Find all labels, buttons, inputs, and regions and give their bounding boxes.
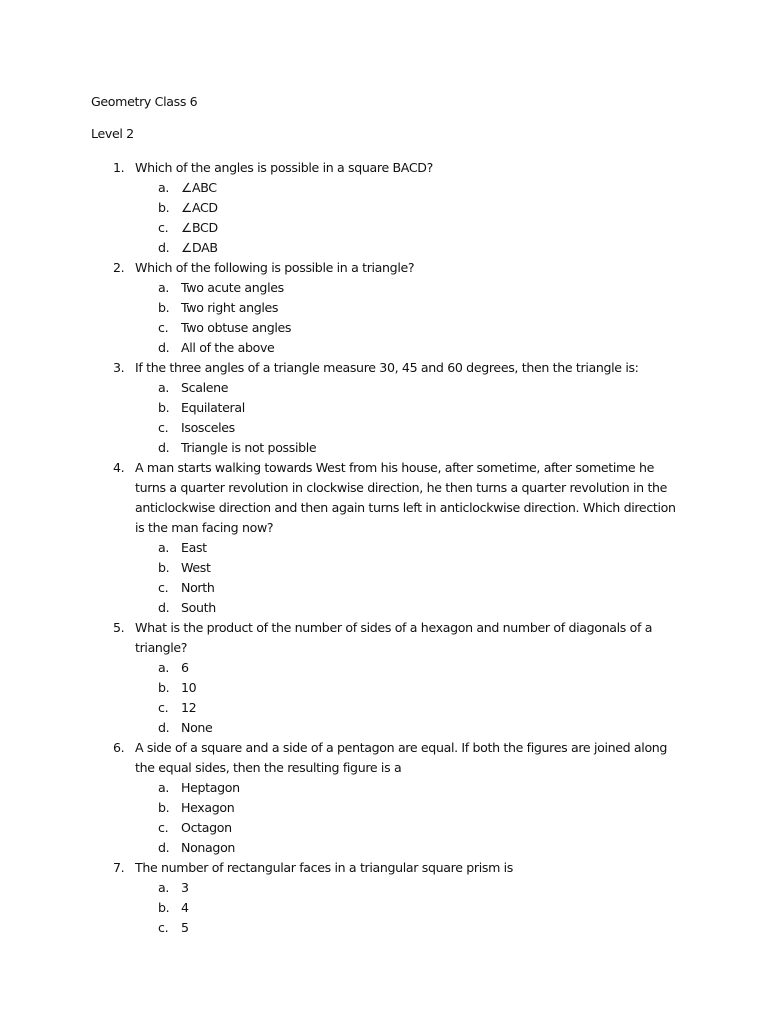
answer-options [0,658,768,738]
option-text: ∠ACD [181,200,218,215]
option-letter: b. [158,300,170,315]
question-text: Which of the following is possible in a triangle? [135,260,415,275]
question-text: If the three angles of a triangle measure 30, 45 and 60 degrees, then the triangle is: [135,360,639,375]
level-heading: Level 2 [91,126,134,141]
answer-option [0,678,768,698]
option-text: ∠BCD [181,220,218,235]
answer-option [0,558,768,578]
option-text: Hexagon [181,800,235,815]
option-letter: c. [158,320,169,335]
option-letter: d. [158,720,170,735]
option-letter: c. [158,820,169,835]
option-text: East [181,540,207,555]
answer-option [0,878,768,898]
option-text: 10 [181,680,197,695]
option-letter: b. [158,900,170,915]
question-item [0,358,768,458]
answer-option [0,298,768,318]
option-text: Heptagon [181,780,240,795]
answer-option [0,338,768,358]
question-item [0,858,768,938]
option-letter: c. [158,920,169,935]
option-text: West [181,560,211,575]
option-text: 4 [181,900,189,915]
question-list [0,158,768,938]
option-letter: a. [158,780,170,795]
option-letter: b. [158,200,170,215]
answer-options [0,778,768,858]
question-number: 2. [113,260,125,275]
option-text: None [181,720,213,735]
option-text: All of the above [181,340,275,355]
answer-option [0,218,768,238]
option-text: North [181,580,215,595]
question-text: What is the product of the number of sides of a hexagon and number of diagonals of a triangle? [135,620,653,655]
question-number: 3. [113,360,125,375]
question-item [0,738,768,858]
question-number: 1. [113,160,125,175]
question-item [0,258,768,358]
option-letter: d. [158,840,170,855]
option-text: Two right angles [181,300,279,315]
option-text: 6 [181,660,189,675]
answer-option [0,438,768,458]
option-letter: b. [158,560,170,575]
option-text: 12 [181,700,197,715]
option-text: Scalene [181,380,229,395]
option-text: Two obtuse angles [181,320,292,335]
question-number: 7. [113,860,125,875]
answer-option [0,198,768,218]
document-title: Geometry Class 6 [91,94,198,109]
option-letter: a. [158,880,170,895]
option-text: ∠DAB [181,240,218,255]
option-text: Isosceles [181,420,235,435]
option-letter: a. [158,660,170,675]
question-item [0,458,768,618]
answer-option [0,578,768,598]
option-letter: d. [158,600,170,615]
option-text: Octagon [181,820,232,835]
answer-option [0,698,768,718]
option-letter: c. [158,420,169,435]
answer-option [0,278,768,298]
option-letter: a. [158,540,170,555]
option-text: Nonagon [181,840,236,855]
answer-option [0,538,768,558]
question-item [0,618,768,738]
answer-option [0,658,768,678]
question-text: Which of the angles is possible in a square BACD? [135,160,433,175]
option-letter: c. [158,700,169,715]
answer-option [0,838,768,858]
option-letter: a. [158,180,170,195]
question-text: A side of a square and a side of a pentagon are equal. If both the figures are joined along the equal sides, then the resulting figure is a [135,740,668,775]
option-text: 5 [181,920,189,935]
answer-options [0,878,768,938]
option-letter: c. [158,220,169,235]
question-text: A man starts walking towards West from his house, after sometime, after sometime he turns a quarter revolution in clockwise direction, he then turns a quarter revolution in the anticlockwise direction and then again turns left in anticlockwise direction. Which direction is the man facing now? [135,460,676,535]
option-text: 3 [181,880,189,895]
option-text: Equilateral [181,400,245,415]
option-letter: b. [158,800,170,815]
answer-option [0,918,768,938]
option-letter: a. [158,380,170,395]
option-letter: d. [158,440,170,455]
answer-option [0,418,768,438]
option-letter: b. [158,400,170,415]
answer-options [0,378,768,458]
answer-option [0,818,768,838]
option-letter: a. [158,280,170,295]
option-text: Two acute angles [181,280,284,295]
answer-option [0,378,768,398]
answer-option [0,798,768,818]
answer-option [0,778,768,798]
option-letter: c. [158,580,169,595]
answer-option [0,238,768,258]
option-text: South [181,600,216,615]
question-text: The number of rectangular faces in a triangular square prism is [135,860,514,875]
question-number: 6. [113,740,125,755]
answer-options [0,538,768,618]
option-letter: d. [158,240,170,255]
question-item [0,158,768,258]
answer-option [0,898,768,918]
answer-option [0,598,768,618]
answer-option [0,398,768,418]
answer-options [0,278,768,358]
option-letter: b. [158,680,170,695]
answer-options [0,178,768,258]
question-number: 4. [113,460,125,475]
option-letter: d. [158,340,170,355]
answer-option [0,318,768,338]
option-text: ∠ABC [181,180,217,195]
answer-option [0,178,768,198]
question-number: 5. [113,620,125,635]
option-text: Triangle is not possible [181,440,317,455]
answer-option [0,718,768,738]
